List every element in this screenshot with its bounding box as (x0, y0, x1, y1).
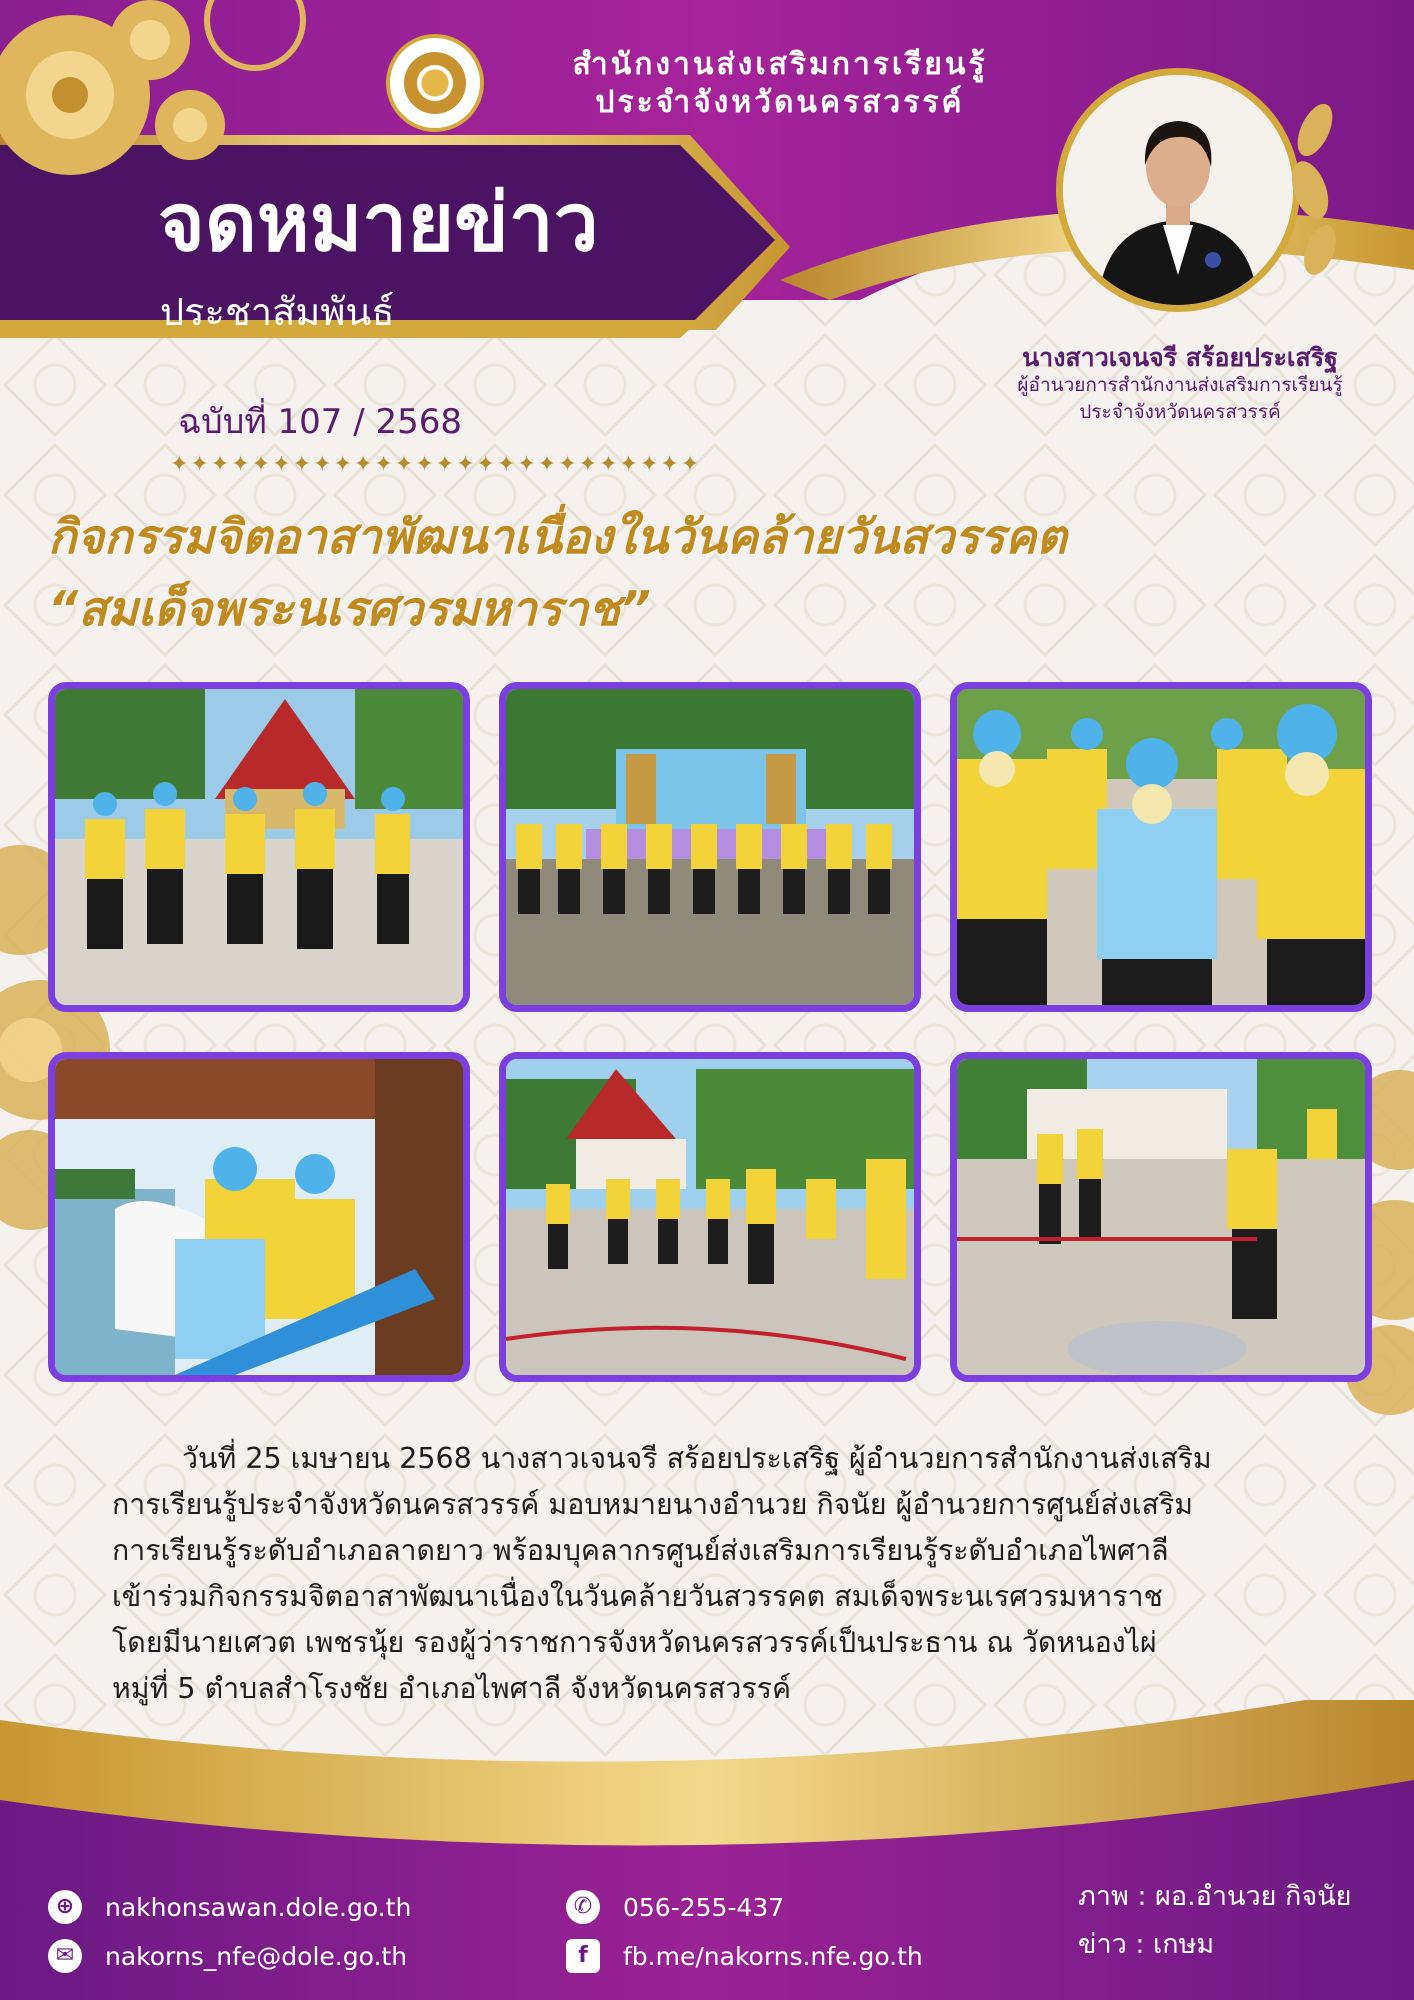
activity-photo-4 (48, 1052, 470, 1382)
email-link[interactable]: nakorns_nfe@dole.go.th (105, 1942, 408, 1971)
phone-number[interactable]: 056-255-437 (623, 1893, 785, 1922)
email-icon: ✉ (48, 1939, 82, 1973)
body-line5: โดยมีนายเศวต เพชรนุ้ย รองผู้ว่าราชการจังหวัดนครสวรรค์เป็นประธาน ณ วัดหนองไผ่ (112, 1626, 1157, 1659)
body-line1-text: วันที่ 25 เมษายน 2568 นางสาวเจนจรี สร้อยประเสริฐ ผู้อำนวยการสำนักงานส่งเสริม (182, 1442, 1212, 1475)
gold-leaf-ornament (1270, 100, 1360, 290)
organization-logo (386, 34, 484, 132)
globe-icon: ⊕ (48, 1890, 82, 1924)
newsletter-subtitle: ประชาสัมพันธ์ (160, 290, 395, 334)
director-name: นางสาวเจนจรี สร้อยประเสริฐ (1022, 343, 1338, 372)
article-body (112, 1436, 1302, 1712)
director-position-line1: ผู้อำนวยการสำนักงานส่งเสริมการเรียนรู้ (1017, 374, 1343, 396)
facebook-link[interactable]: fb.me/nakorns.nfe.go.th (623, 1942, 923, 1971)
activity-photo-6 (950, 1052, 1372, 1382)
website-link[interactable]: nakhonsawan.dole.go.th (105, 1893, 412, 1922)
body-line4: เข้าร่วมกิจกรรมจิตอาสาพัฒนาเนื่องในวันคล้ายวันสวรรคต สมเด็จพระนเรศวรมหาราช (112, 1580, 1163, 1613)
activity-photo-5 (499, 1052, 921, 1382)
organization-name (500, 46, 1060, 122)
org-name-line1: สำนักงานส่งเสริมการเรียนรู้ (572, 47, 988, 82)
body-line1 (112, 1436, 1302, 1482)
org-name-line2: ประจำจังหวัดนครสวรรค์ (595, 85, 965, 120)
issue-number: ฉบับที่ 107 / 2568 (178, 402, 463, 442)
activity-photo-3 (950, 682, 1372, 1012)
facebook-icon: f (566, 1939, 600, 1973)
body-line2: การเรียนรู้ประจำจังหวัดนครสวรรค์ มอบหมายนางอำนวย กิจนัย ผู้อำนวยการศูนย์ส่งเสริม (112, 1488, 1194, 1521)
director-position-line2: ประจำจังหวัดนครสวรรค์ (1079, 401, 1281, 423)
article-headline (48, 502, 1378, 646)
body-line3: การเรียนรู้ระดับอำเภอลาดยาว พร้อมบุคลากรศูนย์ส่งเสริมการเรียนรู้ระดับอำเภอไพศาลี (112, 1534, 1169, 1567)
director-portrait (1056, 68, 1300, 312)
activity-photo-1 (48, 682, 470, 1012)
headline-line2: “สมเด็จพระนเรศวรมหาราช” (48, 582, 651, 637)
director-position (960, 372, 1400, 426)
headline-line1: กิจกรรมจิตอาสาพัฒนาเนื่องในวันคล้ายวันสวรรคต (48, 510, 1067, 565)
newsletter-title: จดหมายข่าว (158, 176, 599, 269)
phone-icon: ✆ (566, 1890, 600, 1924)
news-credit: ข่าว : เกษม (1078, 1929, 1215, 1960)
body-line6: หมู่ที่ 5 ตำบลสำโรงชัย อำเภอไพศาลี จังหวัดนครสวรรค์ (112, 1672, 792, 1705)
activity-photo-2 (499, 682, 921, 1012)
photo-credit: ภาพ : ผอ.อำนวย กิจนัย (1078, 1881, 1352, 1912)
ornamental-divider: ✦✦✦✦✦✦✦✦✦✦✦✦✦✦✦✦✦✦✦✦✦✦✦✦✦✦ (170, 452, 702, 477)
